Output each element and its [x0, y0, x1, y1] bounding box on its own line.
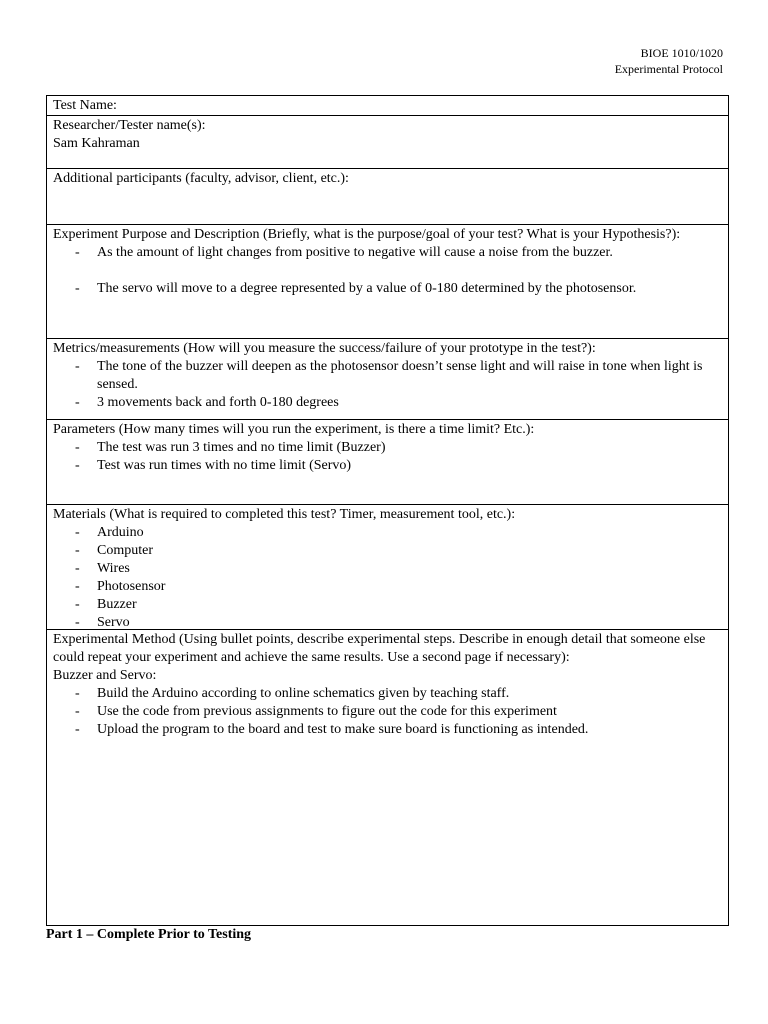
materials-item: - Computer	[53, 542, 722, 560]
metrics-row	[47, 338, 728, 419]
metrics-list	[53, 358, 722, 412]
parameters-label: Parameters (How many times will you run the experiment, is there a time limit? Etc.):	[53, 422, 535, 437]
parameters-list	[53, 439, 722, 475]
method-label: Experimental Method (Using bullet points, describe experimental steps. Describe in enough detail that someone else could repeat your experiment and achieve the same results. Use a second page if necessary):	[53, 632, 706, 665]
researcher-label: Researcher/Tester name(s):	[53, 118, 206, 133]
metrics-item: - 3 movements back and forth 0-180 degrees	[53, 394, 722, 412]
materials-list	[53, 524, 722, 632]
purpose-label: Experiment Purpose and Description (Briefly, what is the purpose/goal of your test? What is your Hypothesis?):	[53, 227, 681, 242]
method-item: - Upload the program to the board and test to make sure board is functioning as intended.	[53, 721, 722, 739]
method-item: - Build the Arduino according to online schematics given by teaching staff.	[53, 685, 722, 703]
test-name-label: Test Name:	[53, 98, 117, 113]
method-list	[53, 685, 722, 739]
method-subheading: Buzzer and Servo:	[53, 668, 157, 683]
materials-item: - Arduino	[53, 524, 722, 542]
parameters-row	[47, 419, 728, 504]
course-code: BIOE 1010/1020	[640, 46, 723, 60]
metrics-item: - The tone of the buzzer will deepen as the photosensor doesn’t sense light and will raise in tone when light is sensed.	[53, 358, 722, 394]
participants-label: Additional participants (faculty, advisor, client, etc.):	[53, 171, 349, 186]
method-row	[47, 629, 728, 925]
purpose-item: - As the amount of light changes from positive to negative will cause a noise from the buzzer.	[53, 244, 722, 262]
materials-item: - Servo	[53, 614, 722, 632]
participants-row	[47, 168, 728, 224]
purpose-list	[53, 244, 722, 298]
protocol-form	[46, 95, 729, 926]
metrics-label: Metrics/measurements (How will you measure the success/failure of your prototype in the test?):	[53, 341, 596, 356]
document-type: Experimental Protocol	[614, 62, 723, 76]
researcher-value: Sam Kahraman	[53, 136, 140, 151]
page-header	[615, 45, 723, 77]
purpose-item: - The servo will move to a degree represented by a value of 0-180 determined by the photosensor.	[53, 280, 722, 298]
purpose-row	[47, 224, 728, 338]
materials-row	[47, 504, 728, 629]
method-item: - Use the code from previous assignments to figure out the code for this experiment	[53, 703, 722, 721]
parameters-item: - The test was run 3 times and no time limit (Buzzer)	[53, 439, 722, 457]
parameters-item: - Test was run times with no time limit (Servo)	[53, 457, 722, 475]
materials-item: - Buzzer	[53, 596, 722, 614]
materials-item: - Photosensor	[53, 578, 722, 596]
materials-item: - Wires	[53, 560, 722, 578]
materials-label: Materials (What is required to completed this test? Timer, measurement tool, etc.):	[53, 507, 516, 522]
part-title: Part 1 – Complete Prior to Testing	[46, 927, 252, 942]
test-name-row	[47, 96, 728, 115]
researcher-row	[47, 115, 728, 168]
